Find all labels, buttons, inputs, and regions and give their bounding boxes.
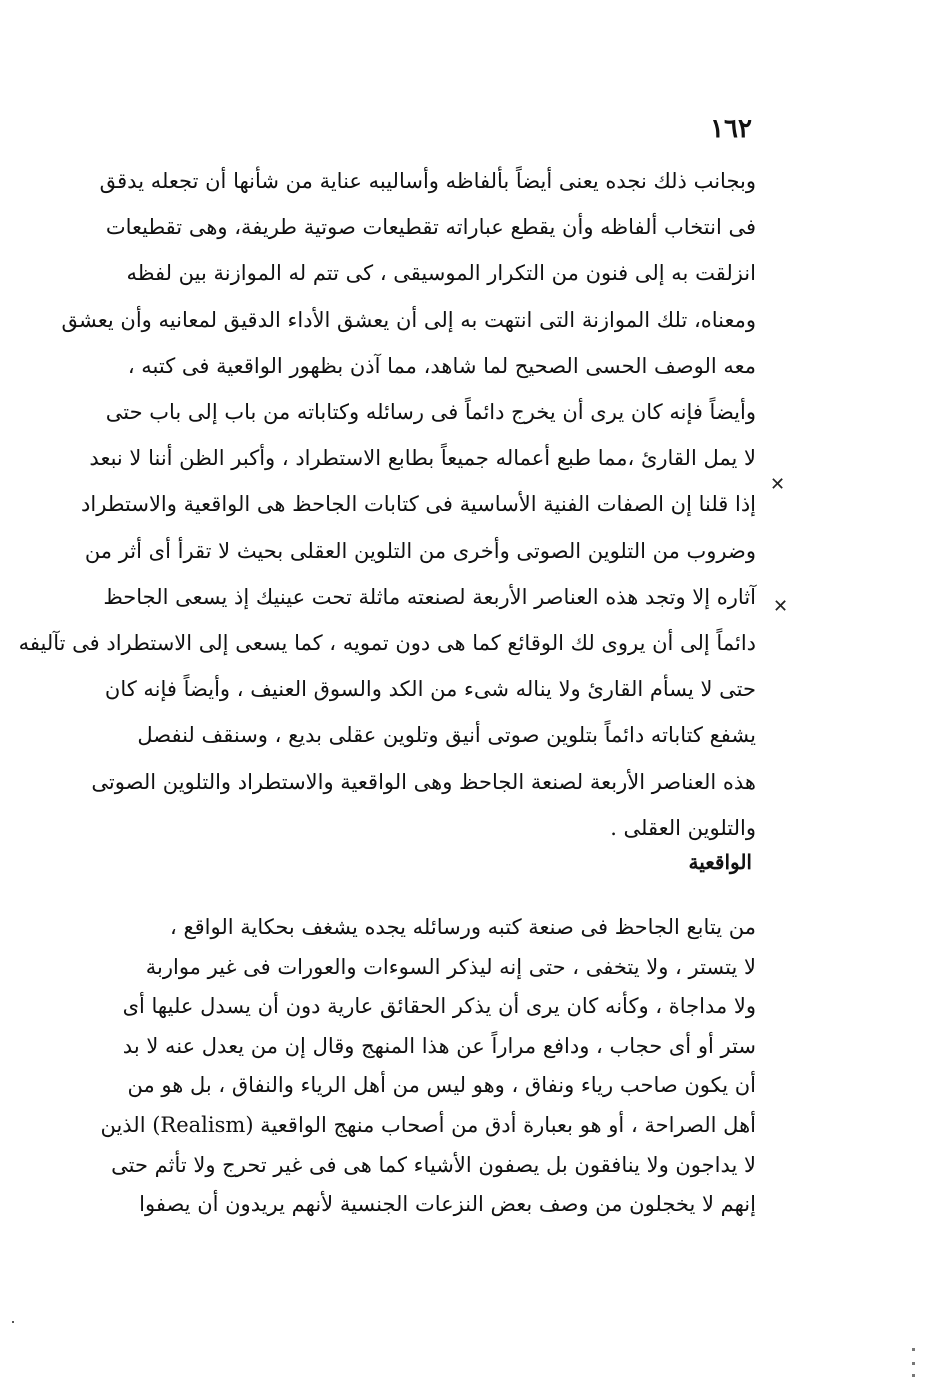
- text-line: والتلوين العقلى .: [610, 815, 756, 840]
- margin-annotation-mark: ✕: [773, 596, 789, 617]
- section-heading: الواقعية: [688, 850, 752, 874]
- scan-speck: [912, 1362, 915, 1365]
- text-line: لا يتستر ، ولا يتخفى ، حتى إنه ليذكر السوءات والعورات فى غير مواربة: [145, 954, 756, 979]
- text-line: وضروب من التلوين الصوتى وأخرى من التلوين العقلى بحيث لا تقرأ أى أثر من: [84, 538, 756, 563]
- paragraph-realism: [100, 908, 756, 1225]
- text-line: إنهم لا يخجلون من وصف بعض النزعات الجنسية لأنهم يريدون أن يصفوا: [139, 1192, 756, 1217]
- text-line: لا يمل القارئ ،مما طبع أعماله جميعاً بطابع الاستطراد ، وأكبر الظن أننا لا نبعد: [89, 446, 756, 471]
- text-line: وأيضاً فإنه كان يرى أن يخرج دائماً فى رسائله وكتاباته من باب إلى باب حتى: [105, 400, 756, 425]
- text-line: يشفع كتاباته دائماً بتلوين صوتى أنيق وتلوين عقلى بديع ، وسنقف لنفصل: [137, 723, 756, 748]
- text-line: أهل الصراحة ، أو هو بعبارة أدق من أصحاب منهج الواقعية (Realism) الذين: [100, 1112, 756, 1137]
- text-line: ستر أو أى حجاب ، ودافع مراراً عن هذا المنهج وقال إن من يعدل عنه لا بد: [122, 1033, 756, 1058]
- text-line: ولا مداجاة ، وكأنه كان يرى أن يذكر الحقائق عارية دون أن يسدل عليها أى: [122, 994, 756, 1019]
- paragraph-intro: [18, 158, 756, 851]
- margin-annotation-mark: ✕: [770, 474, 786, 495]
- text-line: آثاره إلا وتجد هذه العناصر الأربعة لصنعته ماثلة تحت عينيك إذ يسعى الجاحظ: [103, 584, 756, 609]
- text-line: ومعناه، تلك الموازنة التى انتهت به إلى أن يعشق الأداء الدقيق لمعانيه وأن يعشق: [61, 307, 756, 332]
- text-line: من يتابع الجاحظ فى صنعة كتبه ورسائله يجده يشغف بحكاية الواقع ،: [169, 915, 756, 939]
- page-number: ١٦٢: [710, 114, 752, 144]
- text-line: انزلقت به إلى فنون من التكرار الموسيقى ، كى تتم له الموازنة بين لفظه: [126, 261, 756, 286]
- text-line: لا يداجون ولا ينافقون بل يصفون الأشياء كما هى فى غير تحرج ولا تأثم حتى: [111, 1152, 756, 1177]
- text-line: فى انتخاب ألفاظه وأن يقطع عباراته تقطيعات صوتية طريفة، وهى تقطيعات: [105, 215, 756, 240]
- text-line: دائماً إلى أن يروى لك الوقائع كما هى دون تمويه ، كما يسعى إلى الاستطراد فى تآليفه: [18, 631, 756, 656]
- text-line: هذه العناصر الأربعة لصنعة الجاحظ وهى الواقعية والاستطراد والتلوين الصوتى: [91, 769, 756, 794]
- text-line: معه الوصف الحسى الصحيح لما شاهد، مما آذن بظهور الواقعية فى كتبه ،: [127, 353, 756, 378]
- scan-speck: [912, 1348, 915, 1351]
- text-line: حتى لا يسأم القارئ ولا يناله شىء من الكد والسوق العنيف ، وأيضاً فإنه كان: [104, 677, 756, 702]
- scan-speck: [12, 1321, 14, 1323]
- text-line: إذا قلنا إن الصفات الفنية الأساسية فى كتابات الجاحظ هى الواقعية والاستطراد: [81, 492, 756, 517]
- text-line: أن يكون صاحب رياء ونفاق ، وهو ليس من أهل الرياء والنفاق ، بل هو من: [127, 1073, 756, 1098]
- text-line: وبجانب ذلك نجده يعنى أيضاً بألفاظه وأساليبه عناية من شأنها أن تجعله يدقق: [99, 169, 756, 193]
- scan-speck: [912, 1374, 915, 1377]
